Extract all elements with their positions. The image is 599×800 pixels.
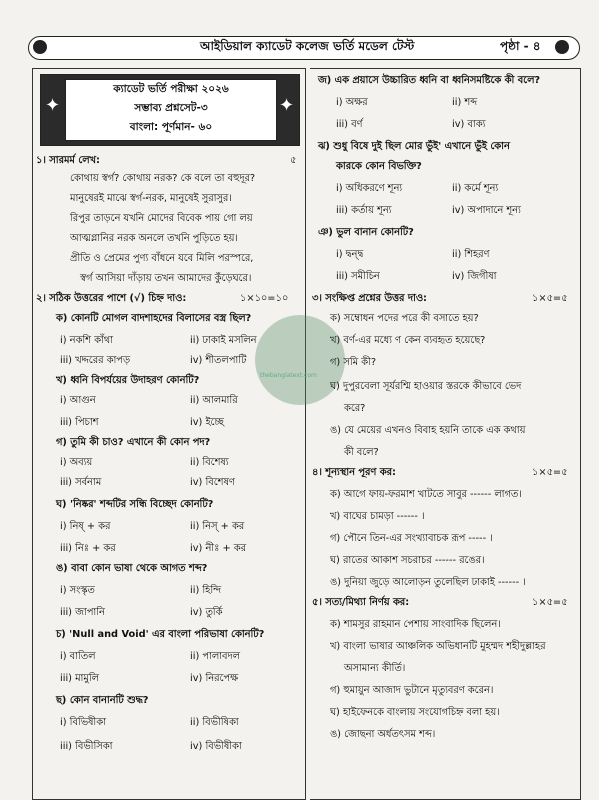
left-line-18: iii) পিচাশ [60,417,99,428]
left-line-19: iv) ইচ্ছে [190,417,224,428]
left-line-25: ঘ) 'নিষ্কর' শব্দটির সন্ধি বিচ্ছেদ কোনটি? [56,499,214,510]
left-line-20: গ) তুমি কী চাও? এখানে কী কোন পদ? [56,437,211,448]
left-line-15: খ) ধ্বনি বিপর্যয়ের উদাহরণ কোনটি? [56,375,200,386]
right-line-5: ঝ) শুধু বিষে দুই ছিল মোর ভুঁই' এখানে ভুঁই কোন [318,141,510,152]
right-line-16: ৩। সংক্ষিপ্ত প্রশ্নের উত্তর দাও: [312,293,427,304]
left-line-1: ৫ [290,155,297,166]
watermark-text: thebanglatext.com [260,372,317,379]
left-line-12: ii) ঢাকাই মসলিন [190,335,257,346]
right-line-18: ক) সম্বোধন পদের পরে কী বসাতে হয়? [330,313,479,324]
right-line-7: i) অধিকরণে শূন্য [336,183,403,194]
header-dot-left [33,40,47,54]
left-line-28: iii) নিঃ + কর [60,543,116,554]
left-line-24: iv) বিশেষণ [190,477,235,488]
right-line-37: গ) হুমায়ুন আজাদ ভুটানে মৃত্যুবরণ করেন। [330,685,494,696]
right-line-26: ১×৫=৫ [532,467,568,478]
right-line-15: iv) জিগীষা [452,271,497,282]
right-line-23: ঙ) যে মেয়ের এখনও বিবাহ হয়নি তাকে এক কথায় [330,425,526,436]
left-line-10: ক) কোনটি মোগল বাদশাহদের বিলাসের বস্ত্র ছিল? [56,313,252,324]
page-number: পৃষ্ঠা - ৪ [500,39,541,53]
left-line-14: iv) শীতলপাটি [190,355,247,366]
exam-title-box [40,74,300,146]
left-line-3: মানুষেরই মাঝে স্বর্গ-নরক, মানুষেই সুরাসুর। [70,193,232,204]
right-line-13: ii) শিহরণ [452,249,490,260]
left-line-29: iv) নীঃ + কর [190,543,247,554]
right-line-3: iii) বর্ণ [336,119,363,130]
right-line-9: iii) কর্তায় শূন্য [336,205,392,216]
left-line-16: i) আগুন [60,395,96,406]
right-line-29: গ) পৌনে তিন-এর সংখ্যাবাচক রূপ ----- । [330,533,493,544]
right-line-12: i) দ্বন্দ্ব [336,249,364,260]
right-line-0: জ) এক প্রয়াসে উচ্চারিত ধ্বনি বা ধ্বনিসমষ্টিকে কী বলে? [318,75,541,86]
right-line-11: ঞ) ভুল বানান কোনটি? [318,227,414,238]
right-line-2: ii) শব্দ [452,97,478,108]
right-line-14: iii) সমীচিন [336,271,380,282]
left-line-33: iii) জাপানি [60,607,105,618]
right-line-4: iv) বাক্য [452,119,486,130]
right-line-27: ক) আগে ফায়-ফরমাশ খাটতে সাবুর ------ লাগত। [330,489,522,500]
left-line-11: i) নকশি কাঁথা [60,335,113,346]
left-line-0: ১। সারমর্ম লেখ: [36,155,100,166]
left-line-39: iv) নিরপেক্ষ [190,673,239,684]
left-line-40: ছ) কোন বানানটি শুদ্ধ? [56,695,149,706]
right-line-20: গ) সমি কী? [330,357,377,368]
right-line-25: ৪। শূন্যস্থান পূরণ কর: [312,467,396,478]
left-line-30: ঙ) বাবা কোন ভাষা থেকে আগত শব্দ? [56,563,208,574]
left-line-31: i) সংস্কৃত [60,585,95,596]
left-line-35: চ) 'Null and Void' এর বাংলা পরিভাষা কোনটি? [56,629,265,640]
right-line-28: খ) বাঘের চামড়া ------ । [330,511,425,522]
left-line-37: ii) পালাবদল [190,651,240,662]
star-icon: ✦ [279,95,295,116]
right-line-35: খ) বাংলা ভাষার আঞ্চলিক অভিধানটি মুহম্মদ শহীদুল্লাহর [330,641,546,652]
question-set: সম্ভাব্য প্রশ্নসেট-৩ [134,102,208,114]
right-line-8: ii) কর্মে শূন্য [452,183,499,194]
subject-marks: বাংলা: পূর্ণমান- ৬০ [129,121,213,133]
left-line-41: i) বিভিষীকা [60,717,106,728]
left-line-2: কোথায় স্বর্গ? কোথায় নরক? কে বলে তা বহুদূর? [70,173,256,184]
exam-name: ক্যাডেট ভর্তি পরীক্ষা ২০২৬ [113,83,229,95]
left-line-22: ii) বিশেষ্য [190,457,229,468]
right-line-30: ঘ) রাতের আকাশ সচরাচর ------ রঙের। [330,555,485,566]
right-line-38: ঘ) হাইফেনকে বাংলায় সংযোগচিহ্ন বলা হয়। [330,707,500,718]
right-line-24: কী বলে? [344,447,379,458]
right-line-22: করে? [344,403,366,414]
left-line-42: ii) বিভীষিকা [190,717,239,728]
left-line-8: ২। সঠিক উত্তরের পাশে (√) চিহ্ন দাও: [36,293,187,304]
left-line-6: প্রীতি ও প্রেমের পুণ্য বাঁধনে যবে মিলি পরস্পরে, [70,253,254,264]
right-line-21: ঘ) দুপুরবেলা সূর্যরশ্মি হাওয়ার স্তরকে কীভাবে ভেদ [330,381,522,392]
right-line-31: ঙ) দুনিয়া জুড়ে আলোড়ন তুলেছিল ঢাকাই ------ । [330,577,526,588]
left-line-43: iii) বিভীসিকা [60,741,113,752]
right-line-39: ঙ) জোছনা অর্ধতৎসম শব্দ। [330,729,436,740]
left-line-9: ১×১০=১০ [240,293,289,304]
right-line-34: ক) শামসুর রাহমান পেশায় সাংবাদিক ছিলেন। [330,619,501,630]
left-line-13: iii) খদ্দরের কাপড় [60,355,130,366]
left-line-32: ii) হিন্দি [190,585,221,596]
left-line-44: iv) বিভীষীকা [190,741,242,752]
left-line-38: iii) মামুলি [60,673,99,684]
header-title: আইডিয়াল ক্যাডেট কলেজ ভর্তি মডেল টেস্ট [200,39,415,53]
left-line-5: আত্মগ্লানির নরক অনলে তখনি পুড়িতে হয়। [70,233,238,244]
right-line-17: ১×৫=৫ [532,293,568,304]
right-line-1: i) অক্ষর [336,97,368,108]
left-line-34: iv) তুর্কি [190,607,223,618]
right-line-10: iv) অপাদানে শূন্য [452,205,521,216]
right-line-32: ৫। সত্য/মিথ্যা নির্ণয় কর: [312,597,410,608]
right-line-36: অসামান্য কীর্তি। [344,663,406,674]
left-line-36: i) বাতিল [60,651,96,662]
left-line-27: ii) নিস্ + কর [190,521,245,532]
left-line-21: i) অব্যয় [60,457,93,468]
exam-title-inner [65,79,277,141]
left-line-26: i) নিষ্ + কর [60,521,111,532]
right-line-33: ১×৫=৫ [532,597,568,608]
left-line-4: রিপুর তাড়নে যখনি মোদের বিবেক পায় গো লয় [70,213,253,224]
right-line-6: কারকে কোন বিভক্তি? [336,161,422,172]
star-icon: ✦ [45,95,61,116]
left-line-17: ii) আলমারি [190,395,238,406]
left-line-7: স্বর্গ আসিয়া দাঁড়ায় তখন আমাদের কুঁড়েঘরে। [80,273,252,284]
header-dot-right [555,40,569,54]
right-line-19: খ) বর্ণ-এর মধ্যে ণ কেন ব্যবহৃত হয়েছে? [330,335,486,346]
left-line-23: iii) সর্বনাম [60,477,102,488]
